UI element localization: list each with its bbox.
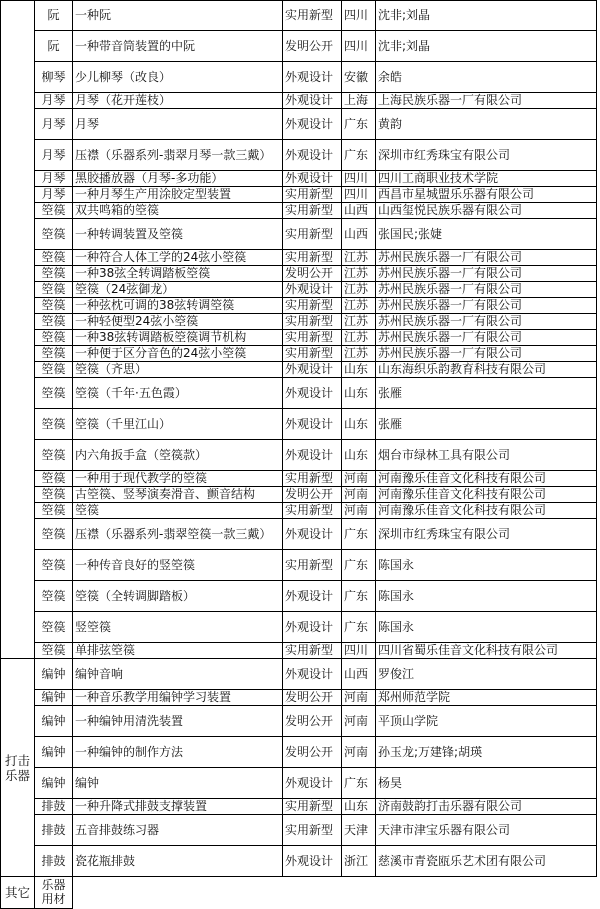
product-name-cell: 箜篌（全转调脚踏板）	[73, 581, 283, 612]
patent-type-cell: 外观设计	[283, 171, 342, 187]
product-name-cell: 少儿柳琴（改良）	[73, 62, 283, 93]
owner-cell: 苏州民族乐器一厂有限公司	[376, 266, 597, 282]
table-row	[1, 203, 597, 219]
instrument-cell: 箜篌	[35, 440, 73, 471]
patent-type-cell: 外观设计	[283, 581, 342, 612]
table-row	[1, 282, 597, 298]
product-name-cell: 编钟	[73, 768, 283, 799]
table-row	[1, 471, 597, 487]
instrument-cell: 箜篌	[35, 581, 73, 612]
province-cell: 上海	[342, 93, 376, 109]
patent-type-cell: 外观设计	[283, 768, 342, 799]
instrument-cell: 柳琴	[35, 62, 73, 93]
table-row	[1, 62, 597, 93]
product-name-cell: 一种编钟的制作方法	[73, 737, 283, 768]
table-row	[1, 171, 597, 187]
empty-cell	[283, 877, 342, 909]
instrument-cell: 编钟	[35, 737, 73, 768]
table-row-other	[1, 877, 597, 909]
patent-type-cell: 实用新型	[283, 219, 342, 250]
instrument-cell: 排鼓	[35, 846, 73, 877]
province-cell: 山西	[342, 219, 376, 250]
patent-type-cell: 发明公开	[283, 706, 342, 737]
table-row	[1, 581, 597, 612]
owner-cell: 陈国永	[376, 612, 597, 643]
province-cell: 山东	[342, 409, 376, 440]
owner-cell: 慈溪市青瓷瓯乐艺术团有限公司	[376, 846, 597, 877]
product-name-cell: 一种弦枕可调的38弦转调箜篌	[73, 298, 283, 314]
table-row	[1, 298, 597, 314]
patent-type-cell: 实用新型	[283, 471, 342, 487]
owner-cell: 西昌市星城盟乐乐器有限公司	[376, 187, 597, 203]
table-row	[1, 815, 597, 846]
patent-type-cell: 实用新型	[283, 330, 342, 346]
product-name-cell: 一种38弦转调踏板箜篌调节机构	[73, 330, 283, 346]
product-name-cell: 一种月琴生产用涂胶定型装置	[73, 187, 283, 203]
product-name-cell: 一种转调装置及箜篌	[73, 219, 283, 250]
product-name-cell: 一种音乐教学用编钟学习装置	[73, 690, 283, 706]
table-row	[1, 659, 597, 690]
instrument-cell: 箜篌	[35, 643, 73, 659]
table-row	[1, 93, 597, 109]
patent-type-cell: 实用新型	[283, 550, 342, 581]
owner-cell: 苏州民族乐器一厂有限公司	[376, 330, 597, 346]
instrument-cell: 排鼓	[35, 815, 73, 846]
empty-cell	[342, 877, 376, 909]
category-cell-other: 其它	[1, 877, 35, 909]
province-cell: 广东	[342, 768, 376, 799]
table-row	[1, 362, 597, 378]
product-name-cell: 箜篌（千年·五色霞）	[73, 378, 283, 409]
instrument-cell: 箜篌	[35, 519, 73, 550]
product-name-cell: 一种升降式排鼓支撑装置	[73, 799, 283, 815]
table-row	[1, 219, 597, 250]
patent-type-cell: 外观设计	[283, 519, 342, 550]
province-cell: 山东	[342, 440, 376, 471]
owner-cell: 张雁	[376, 409, 597, 440]
owner-cell: 张雁	[376, 378, 597, 409]
patent-type-cell: 实用新型	[283, 503, 342, 519]
instrument-cell: 排鼓	[35, 799, 73, 815]
patent-type-cell: 外观设计	[283, 282, 342, 298]
patent-type-cell: 外观设计	[283, 62, 342, 93]
product-name-cell: 一种传音良好的竖箜篌	[73, 550, 283, 581]
patent-type-cell: 实用新型	[283, 250, 342, 266]
table-row	[1, 187, 597, 203]
province-cell: 河南	[342, 487, 376, 503]
product-name-cell: 箜篌（24弦御龙）	[73, 282, 283, 298]
owner-cell: 苏州民族乐器一厂有限公司	[376, 314, 597, 330]
instrument-cell: 箜篌	[35, 298, 73, 314]
instrument-cell: 编钟	[35, 659, 73, 690]
product-name-cell: 一种轻便型24弦小箜篌	[73, 314, 283, 330]
product-name-cell: 编钟音响	[73, 659, 283, 690]
owner-cell: 杨昊	[376, 768, 597, 799]
instrument-cell: 编钟	[35, 768, 73, 799]
patent-type-cell: 发明公开	[283, 690, 342, 706]
instrument-cell: 箜篌	[35, 203, 73, 219]
owner-cell: 河南豫乐佳音文化科技有限公司	[376, 487, 597, 503]
product-name-cell: 一种带音筒装置的中阮	[73, 31, 283, 62]
province-cell: 江苏	[342, 330, 376, 346]
owner-cell: 四川工商职业技术学院	[376, 171, 597, 187]
patent-type-cell: 发明公开	[283, 266, 342, 282]
province-cell: 山东	[342, 799, 376, 815]
owner-cell: 四川省蜀乐佳音文化科技有限公司	[376, 643, 597, 659]
instrument-cell: 箜篌	[35, 378, 73, 409]
owner-cell: 苏州民族乐器一厂有限公司	[376, 250, 597, 266]
product-name-cell: 箜篌	[73, 503, 283, 519]
table-row	[1, 768, 597, 799]
instrument-cell: 箜篌	[35, 314, 73, 330]
table-row	[1, 612, 597, 643]
instrument-cell: 月琴	[35, 171, 73, 187]
product-name-cell: 箜篌（千里江山）	[73, 409, 283, 440]
province-cell: 四川	[342, 643, 376, 659]
table-row	[1, 31, 597, 62]
table-row	[1, 519, 597, 550]
table-row	[1, 799, 597, 815]
province-cell: 四川	[342, 187, 376, 203]
instrument-cell: 阮	[35, 1, 73, 31]
product-name-cell: 月琴	[73, 109, 283, 140]
province-cell: 江苏	[342, 346, 376, 362]
province-cell: 江苏	[342, 298, 376, 314]
province-cell: 河南	[342, 503, 376, 519]
product-name-cell: 一种用于现代教学的箜篌	[73, 471, 283, 487]
instrument-cell: 月琴	[35, 187, 73, 203]
owner-cell: 山西玺悦民族乐器有限公司	[376, 203, 597, 219]
owner-cell: 上海民族乐器一厂有限公司	[376, 93, 597, 109]
product-name-cell: 五音排鼓练习器	[73, 815, 283, 846]
owner-cell: 郑州师范学院	[376, 690, 597, 706]
table-row	[1, 643, 597, 659]
patent-table-body	[1, 1, 597, 909]
owner-cell: 黄韵	[376, 109, 597, 140]
province-cell: 山东	[342, 378, 376, 409]
province-cell: 安徽	[342, 62, 376, 93]
province-cell: 浙江	[342, 846, 376, 877]
owner-cell: 苏州民族乐器一厂有限公司	[376, 298, 597, 314]
province-cell: 河南	[342, 737, 376, 768]
instrument-cell: 箜篌	[35, 503, 73, 519]
instrument-cell: 箜篌	[35, 612, 73, 643]
table-row	[1, 706, 597, 737]
instrument-cell: 月琴	[35, 109, 73, 140]
instrument-cell: 编钟	[35, 690, 73, 706]
owner-cell: 山东海织乐韵教育科技有限公司	[376, 362, 597, 378]
province-cell: 四川	[342, 1, 376, 31]
patent-type-cell: 发明公开	[283, 487, 342, 503]
instrument-cell: 箜篌	[35, 550, 73, 581]
product-name-cell: 压襟（乐器系列-翡翠月琴一款三戴）	[73, 140, 283, 171]
product-name-cell: 箜篌（齐思）	[73, 362, 283, 378]
instrument-cell: 箜篌	[35, 266, 73, 282]
product-name-cell: 单排弦箜篌	[73, 643, 283, 659]
owner-cell: 深圳市红秀珠宝有限公司	[376, 519, 597, 550]
province-cell: 河南	[342, 690, 376, 706]
category-cell: 打击乐器	[1, 659, 35, 877]
patent-type-cell: 实用新型	[283, 799, 342, 815]
patent-type-cell: 外观设计	[283, 93, 342, 109]
table-row	[1, 250, 597, 266]
product-name-cell: 瓷花瓶排鼓	[73, 846, 283, 877]
table-row	[1, 330, 597, 346]
province-cell: 广东	[342, 581, 376, 612]
empty-cell	[376, 877, 597, 909]
province-cell: 江苏	[342, 314, 376, 330]
province-cell: 河南	[342, 471, 376, 487]
province-cell: 天津	[342, 815, 376, 846]
empty-cell	[73, 877, 283, 909]
product-name-cell: 一种38弦全转调踏板箜篌	[73, 266, 283, 282]
product-name-cell: 双共鸣箱的箜篌	[73, 203, 283, 219]
owner-cell: 苏州民族乐器一厂有限公司	[376, 282, 597, 298]
owner-cell: 孙玉龙;万建锋;胡瑛	[376, 737, 597, 768]
owner-cell: 天津市津宝乐器有限公司	[376, 815, 597, 846]
patent-type-cell: 实用新型	[283, 346, 342, 362]
table-row	[1, 440, 597, 471]
patent-type-cell: 外观设计	[283, 612, 342, 643]
owner-cell: 沈非;刘晶	[376, 31, 597, 62]
table-row	[1, 140, 597, 171]
product-name-cell: 内六角扳手盒（箜篌款）	[73, 440, 283, 471]
owner-cell: 苏州民族乐器一厂有限公司	[376, 346, 597, 362]
category-cell-blank	[1, 1, 35, 659]
instrument-cell: 箜篌	[35, 362, 73, 378]
table-row	[1, 846, 597, 877]
product-name-cell: 一种便于区分音色的24弦小箜篌	[73, 346, 283, 362]
patent-type-cell: 实用新型	[283, 298, 342, 314]
product-name-cell: 压襟（乐器系列-翡翠箜篌一款三戴）	[73, 519, 283, 550]
province-cell: 山西	[342, 659, 376, 690]
patent-type-cell: 发明公开	[283, 31, 342, 62]
patent-type-cell: 外观设计	[283, 440, 342, 471]
owner-cell: 深圳市红秀珠宝有限公司	[376, 140, 597, 171]
province-cell: 河南	[342, 706, 376, 737]
owner-cell: 平顶山学院	[376, 706, 597, 737]
owner-cell: 济南鼓韵打击乐器有限公司	[376, 799, 597, 815]
owner-cell: 陈国永	[376, 581, 597, 612]
patent-type-cell: 外观设计	[283, 659, 342, 690]
province-cell: 广东	[342, 140, 376, 171]
province-cell: 山西	[342, 203, 376, 219]
patent-type-cell: 实用新型	[283, 1, 342, 31]
patent-type-cell: 发明公开	[283, 737, 342, 768]
owner-cell: 河南豫乐佳音文化科技有限公司	[376, 471, 597, 487]
owner-cell: 烟台市绿林工具有限公司	[376, 440, 597, 471]
table-row	[1, 409, 597, 440]
patent-type-cell: 外观设计	[283, 109, 342, 140]
patent-type-cell: 实用新型	[283, 643, 342, 659]
table-row	[1, 346, 597, 362]
instrument-cell: 箜篌	[35, 487, 73, 503]
product-name-cell: 一种编钟用清洗装置	[73, 706, 283, 737]
patent-type-cell: 外观设计	[283, 378, 342, 409]
instrument-cell: 箜篌	[35, 346, 73, 362]
instrument-cell: 箜篌	[35, 250, 73, 266]
table-row	[1, 690, 597, 706]
province-cell: 广东	[342, 519, 376, 550]
instrument-cell: 箜篌	[35, 409, 73, 440]
patent-type-cell: 外观设计	[283, 362, 342, 378]
patent-type-cell: 外观设计	[283, 846, 342, 877]
patent-type-cell: 实用新型	[283, 203, 342, 219]
product-name-cell: 竖箜篌	[73, 612, 283, 643]
instrument-cell: 阮	[35, 31, 73, 62]
product-name-cell: 一种阮	[73, 1, 283, 31]
table-row	[1, 1, 597, 31]
instrument-cell: 箜篌	[35, 219, 73, 250]
owner-cell: 罗俊江	[376, 659, 597, 690]
instrument-cell: 编钟	[35, 706, 73, 737]
owner-cell: 陈国永	[376, 550, 597, 581]
product-name-cell: 月琴（花开莲枝）	[73, 93, 283, 109]
table-row	[1, 550, 597, 581]
province-cell: 江苏	[342, 282, 376, 298]
table-row	[1, 737, 597, 768]
province-cell: 江苏	[342, 266, 376, 282]
table-row	[1, 378, 597, 409]
instrument-cell: 箜篌	[35, 330, 73, 346]
patent-type-cell: 实用新型	[283, 314, 342, 330]
product-name-cell: 古箜篌、竖琴演奏滑音、颤音结构	[73, 487, 283, 503]
instrument-cell: 箜篌	[35, 282, 73, 298]
province-cell: 广东	[342, 550, 376, 581]
province-cell: 四川	[342, 31, 376, 62]
province-cell: 江苏	[342, 250, 376, 266]
table-row	[1, 109, 597, 140]
instrument-cell: 月琴	[35, 93, 73, 109]
table-row	[1, 266, 597, 282]
table-row	[1, 487, 597, 503]
instrument-cell: 箜篌	[35, 471, 73, 487]
patent-type-cell: 实用新型	[283, 815, 342, 846]
owner-cell: 张国民;张婕	[376, 219, 597, 250]
patent-type-cell: 外观设计	[283, 409, 342, 440]
patent-type-cell: 外观设计	[283, 140, 342, 171]
province-cell: 广东	[342, 612, 376, 643]
owner-cell: 河南豫乐佳音文化科技有限公司	[376, 503, 597, 519]
owner-cell: 余皓	[376, 62, 597, 93]
table-row	[1, 503, 597, 519]
owner-cell: 沈非;刘晶	[376, 1, 597, 31]
subcategory-cell: 乐器用材	[35, 877, 73, 909]
table-row	[1, 314, 597, 330]
province-cell: 四川	[342, 171, 376, 187]
province-cell: 广东	[342, 109, 376, 140]
patent-type-cell: 实用新型	[283, 187, 342, 203]
instrument-cell: 月琴	[35, 140, 73, 171]
province-cell: 山东	[342, 362, 376, 378]
product-name-cell: 黑胶播放器（月琴-多功能）	[73, 171, 283, 187]
product-name-cell: 一种符合人体工学的24弦小箜篌	[73, 250, 283, 266]
